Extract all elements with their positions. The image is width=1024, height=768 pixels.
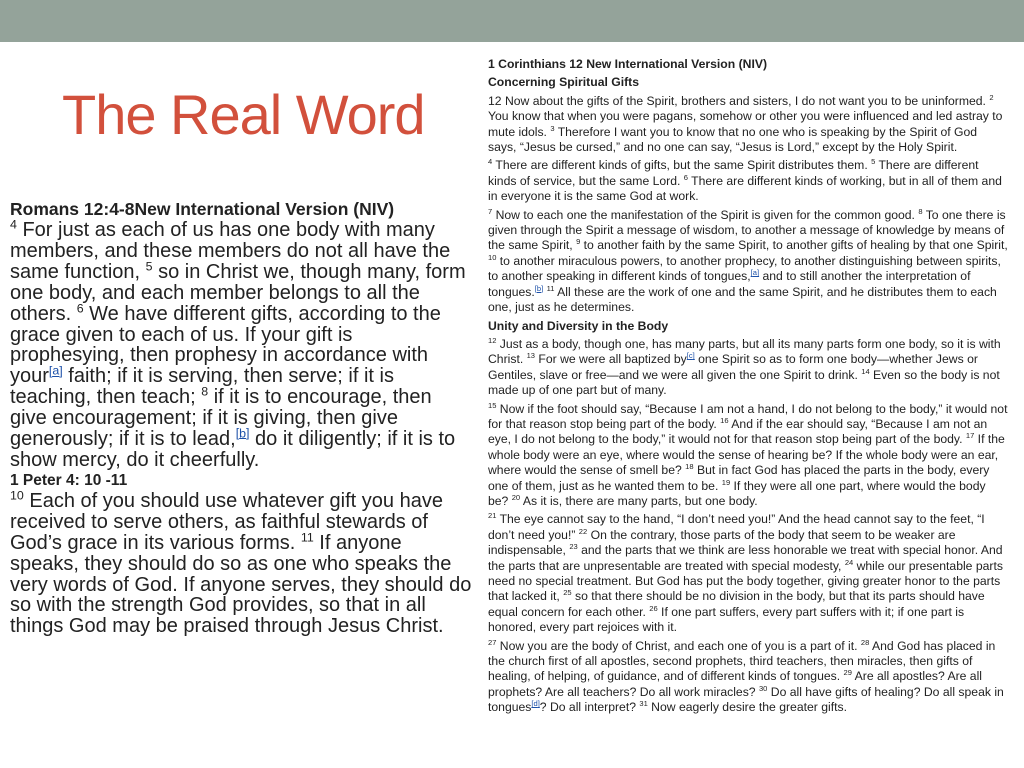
- footnote-link-b[interactable]: [ $^b$ ]: [535, 284, 543, 293]
- verse-text: if it is to encourage, then give encouragement; if it is giving, then give generously; if it is to lead,: [10, 386, 432, 451]
- verse-number: 10: [10, 488, 24, 503]
- verse-text: If they were all one part, where would the body be?: [488, 478, 986, 508]
- verse-number: 16: [720, 415, 729, 425]
- verse-text: one Spirit so as to form one body—whether Jews or Gentiles, slave or free—and we were all given the one Spirit to drink.: [488, 352, 978, 382]
- verse-text: Now to each one the manifestation of the Spirit is given for the common good.: [492, 207, 919, 222]
- verse-text: 12 Now about the gifts of the Spirit, brothers and sisters, I do not want you to be uninformed.: [488, 93, 990, 108]
- right-column: [488, 57, 1008, 719]
- verse-text: As it is, there are many parts, but one body.: [520, 493, 758, 508]
- verse-number: 11: [300, 530, 314, 545]
- verse-text: For just as each of us has one body with many members, and these members do not all have the same function,: [10, 219, 451, 283]
- verse-number: 20: [511, 492, 521, 502]
- verse-number: 17: [965, 431, 975, 441]
- verse-text: All these are the work of one and the same Spirit, and he distributes them to each one, just as he determines.: [488, 284, 997, 315]
- verse-number: 15: [488, 400, 497, 410]
- verse-number: 28: [860, 637, 870, 647]
- verse-number: 27: [488, 637, 497, 647]
- verse-text: Just as a body, though one, has many parts, but all its many parts form one body, so it is with Christ.: [488, 336, 1001, 367]
- romans-passage: [10, 217, 472, 471]
- verse-text: But in fact God has placed the parts in the body, every one of them, just as he wanted them to be.: [488, 463, 990, 493]
- verse-number: 23: [569, 542, 578, 552]
- verse-number: 9: [576, 237, 581, 247]
- verse-number: 14: [861, 366, 870, 376]
- verse-number: 10: [488, 252, 497, 262]
- corinthians-title: 1 Corinthians 12 New International Version (NIV): [488, 57, 768, 71]
- verse-number: 5: [871, 157, 876, 167]
- verse-text: To one there is given through the Spirit a message of wisdom, to another a message of knowledge by means of the same Spirit,: [488, 207, 1006, 253]
- verse-number: 13: [526, 351, 536, 361]
- verse-number: 6: [683, 172, 688, 182]
- verse-text: Are all apostles? Are all prophets? Are all teachers? Do all work miracles?: [488, 669, 982, 699]
- left-column: [10, 198, 472, 637]
- verse-number: 22: [578, 526, 588, 536]
- verse-text: There are different kinds of working, but in all of them and in everyone it is the same God at work.: [488, 173, 1002, 204]
- verse-text: so in Christ we, though many, form one body, and each member belongs to all the others.: [10, 260, 466, 325]
- verse-text: do it diligently; if it is to show mercy, do it cheerfully.: [10, 428, 456, 471]
- verse-text: so that there should be no division in the body, but that its parts should have equal concern for each other.: [488, 589, 985, 619]
- verse-number: 6: [76, 300, 84, 315]
- verse-text: and the parts that we think are less honorable we treat with special honor. And the parts that are unpresentable are treated with special modesty,: [488, 543, 1003, 573]
- verse-number: 12: [488, 335, 497, 345]
- passage-paragraph: [488, 639, 1008, 716]
- verse-number: 21: [488, 511, 497, 521]
- slide-title: The Real Word: [62, 83, 425, 146]
- passage-paragraph: [488, 94, 1008, 156]
- verse-number: 30: [758, 683, 768, 693]
- verse-number: 7: [488, 206, 493, 216]
- verse-number: 3: [550, 123, 555, 133]
- verse-text: For we were all baptized by: [535, 352, 687, 367]
- verse-text: Now if the foot should say, “Because I am not a hand, I do not belong to the body,” it would not for that reason stop being part of the body.: [488, 401, 1008, 431]
- verse-number: 18: [685, 462, 694, 472]
- verse-number: 29: [843, 668, 852, 678]
- verse-number: 26: [649, 603, 658, 613]
- verse-text: faith; if it is serving, then serve; if it is teaching, then teach;: [10, 365, 394, 409]
- verse-text: And God has placed in the church first of all apostles, second prophets, third teachers, then miracles, then gifts of healing, of helping, of guidance, and of different kinds of tongues.: [488, 638, 996, 684]
- verse-text: You know that when you were pagans, somehow or other you were influenced and led astray to mute idols.: [488, 109, 1003, 139]
- verse-text: Each of you should use whatever gift you have received to serve others, as faithful stewards of God’s grace in its various forms.: [10, 489, 443, 554]
- verse-number: 2: [989, 92, 994, 102]
- verse-text: to another miraculous powers, to another prophecy, to another distinguishing between spirits, to another speaking in different kinds of tongues,: [488, 253, 1001, 284]
- verse-number: 5: [145, 259, 153, 274]
- verse-text: The eye cannot say to the hand, “I don’t need you!” And the head cannot say to the feet, “I don’t need you!”: [488, 512, 985, 542]
- section-heading-unity: Unity and Diversity in the Body: [488, 318, 669, 333]
- verse-number: 24: [844, 557, 854, 567]
- top-bar: [0, 0, 1024, 42]
- verse-number: 4: [10, 217, 17, 232]
- verse-text: If one part suffers, every part suffers with it; if one part is honored, every part rejoices with it.: [488, 604, 965, 635]
- footnote-link-b[interactable]: [ $^b$ ]: [236, 426, 250, 440]
- verse-text: Do all have gifts of healing? Do all speak in tongues: [488, 684, 1004, 715]
- verse-text: We have different gifts, according to the grace given to each of us. If your gift is prophesying, then prophesy in accordance with your: [10, 302, 441, 388]
- peter-heading: 1 Peter 4: 10 -11: [10, 471, 128, 489]
- passage-paragraph: [488, 208, 1008, 316]
- verse-text: There are different kinds of gifts, but the same Spirit distributes them.: [492, 158, 872, 173]
- verse-text: Even so the body is not made up of one part but of many.: [488, 367, 1000, 398]
- passage-paragraph: [488, 158, 1008, 204]
- footnote-link-a[interactable]: [ $^a$ ]: [49, 364, 63, 378]
- verse-text: If anyone speaks, they should do so as one who speaks the very words of God. If anyone serves, they should do so with the strength God provides, so that in all things God may be praised through Jesus Christ.: [10, 531, 472, 638]
- verse-number: 31: [639, 699, 648, 709]
- passage-paragraph: [488, 512, 1008, 635]
- verse-number: 25: [563, 588, 572, 598]
- passage-paragraph: [488, 402, 1008, 510]
- passage-paragraph: [488, 337, 1008, 399]
- section-heading-spiritual-gifts: Concerning Spiritual Gifts: [488, 75, 639, 90]
- peter-passage: [10, 488, 472, 638]
- romans-heading: Romans 12:4-8New International Version (NIV): [10, 199, 395, 219]
- footnote-link-d[interactable]: [ $^d$ ]: [531, 699, 539, 708]
- verse-number: 8: [918, 206, 923, 216]
- verse-number: 8: [201, 384, 209, 399]
- verse-text: Now you are the body of Christ, and each one of you is a part of it.: [496, 638, 861, 653]
- verse-number: 11: [546, 283, 555, 293]
- verse-text: Now eagerly desire the greater gifts.: [647, 700, 847, 715]
- verse-text: while our presentable parts need no special treatment. But God has put the body together, giving greater honor to the parts that lacked it,: [488, 558, 1003, 604]
- verse-text: to another faith by the same Spirit, to another gifts of healing by that one Spirit,: [580, 238, 1008, 253]
- verse-text: ? Do all interpret?: [539, 700, 640, 715]
- verse-number: 19: [721, 477, 731, 487]
- verse-text: On the contrary, those parts of the body that seem to be weaker are indispensable,: [488, 527, 956, 558]
- verse-text: Therefore I want you to know that no one who is speaking by the Spirit of God says, “Jesus be cursed,” and no one can say, “Jesus is Lord,” except by the Holy Spirit.: [488, 124, 978, 155]
- footnote-link-c[interactable]: [ $^c$ ]: [687, 351, 695, 360]
- verse-text: and to still another the interpretation of tongues.: [488, 269, 971, 299]
- verse-number: 4: [488, 157, 493, 167]
- verse-text: There are different kinds of service, but the same Lord.: [488, 158, 979, 188]
- verse-text: And if the ear should say, “Because I am not an eye, I do not belong to the body,” it would not for that reason stop being part of the body.: [488, 416, 988, 447]
- footnote-link-a[interactable]: [ $^a$ ]: [751, 268, 759, 277]
- verse-text: If the whole body were an eye, where would the sense of hearing be? If the whole body were an ear, where would the sense of smell be?: [488, 432, 1005, 478]
